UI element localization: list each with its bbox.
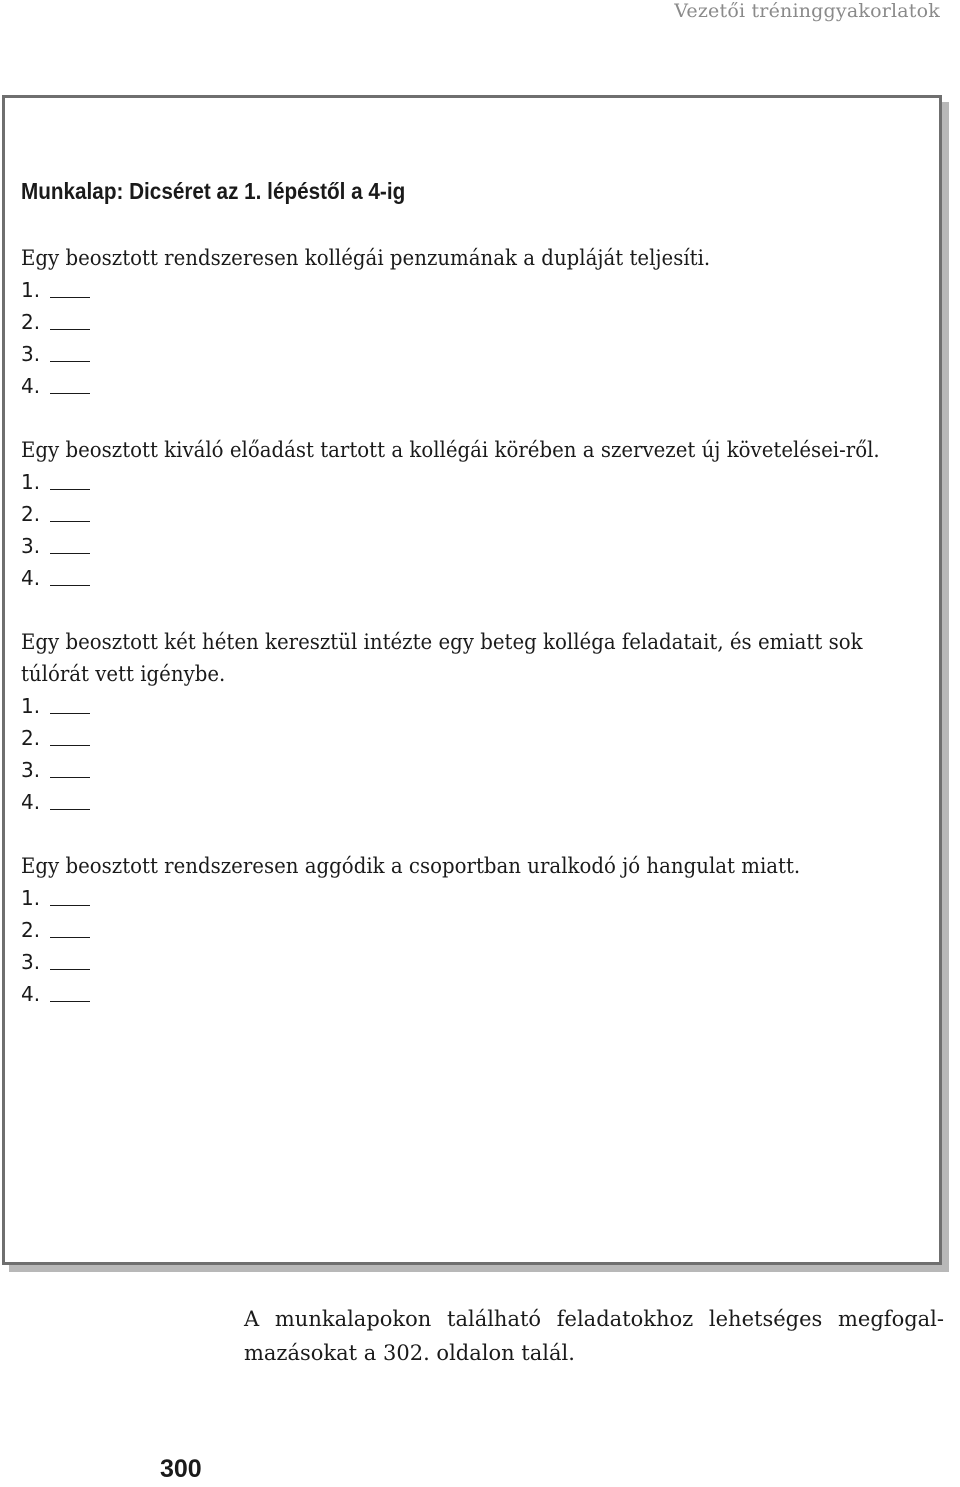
answer-number: 4. [21,566,41,590]
worksheet-title: Munkalap: Dicséret az 1. lépéstől a 4-ig [21,178,406,204]
answer-list [21,466,926,594]
section-prompt: Egy beosztott rendszeresen kollégái penzumának a dupláját teljesíti. [21,246,711,270]
answer-item [21,306,926,338]
worksheet-box [2,95,942,1265]
answer-number: 3. [21,534,41,558]
answer-number: 3. [21,758,41,782]
answer-blank [50,471,90,490]
answer-list [21,882,926,1010]
answer-number: 1. [21,470,41,494]
answer-item [21,754,926,786]
answer-blank [50,951,90,970]
answer-number: 4. [21,790,41,814]
section-prompt: Egy beosztott rendszeresen aggódik a csoportban uralkodó jó hangulat miatt. [21,854,801,878]
answer-blank [50,695,90,714]
answer-blank [50,983,90,1002]
answer-blank [50,503,90,522]
answer-blank [50,279,90,298]
answer-item [21,946,926,978]
answer-number: 3. [21,342,41,366]
answer-number: 1. [21,694,41,718]
answer-item [21,338,926,370]
answer-blank [50,727,90,746]
answer-blank [50,535,90,554]
section-prompt: Egy beosztott két héten keresztül intézte egy beteg kolléga feladatait, és emiatt sok túlórát vett igénybe. [21,630,863,686]
answer-number: 2. [21,918,41,942]
answer-number: 2. [21,310,41,334]
answer-number: 4. [21,982,41,1006]
answer-blank [50,759,90,778]
answer-blank [50,311,90,330]
answer-item [21,786,926,818]
answer-number: 1. [21,886,41,910]
answer-item [21,690,926,722]
answer-number: 2. [21,726,41,750]
answer-number: 4. [21,374,41,398]
answer-item [21,978,926,1010]
answer-blank [50,791,90,810]
worksheet-section [21,434,926,594]
running-head: Vezetői tréninggyakorlatok [674,0,940,22]
answer-blank [50,567,90,586]
worksheet-section [21,626,926,818]
answer-blank [50,343,90,362]
answer-item [21,530,926,562]
worksheet-section [21,242,926,402]
answer-blank [50,919,90,938]
answer-blank [50,375,90,394]
section-prompt: Egy beosztott kiváló előadást tartott a kollégái körében a szervezet új követelései-ről. [21,438,880,462]
footnote: A munkalapokon található feladatokhoz lehetséges megfogal-mazásokat a 302. oldalon talál. [244,1307,944,1365]
answer-item [21,466,926,498]
answer-list [21,274,926,402]
answer-item [21,370,926,402]
answer-number: 2. [21,502,41,526]
answer-list [21,690,926,818]
worksheet-sections [21,242,926,1042]
answer-item [21,498,926,530]
answer-blank [50,887,90,906]
answer-number: 1. [21,278,41,302]
answer-item [21,722,926,754]
answer-item [21,882,926,914]
answer-number: 3. [21,950,41,974]
answer-item [21,274,926,306]
answer-item [21,914,926,946]
page-number: 300 [160,1455,202,1483]
answer-item [21,562,926,594]
worksheet-section [21,850,926,1010]
